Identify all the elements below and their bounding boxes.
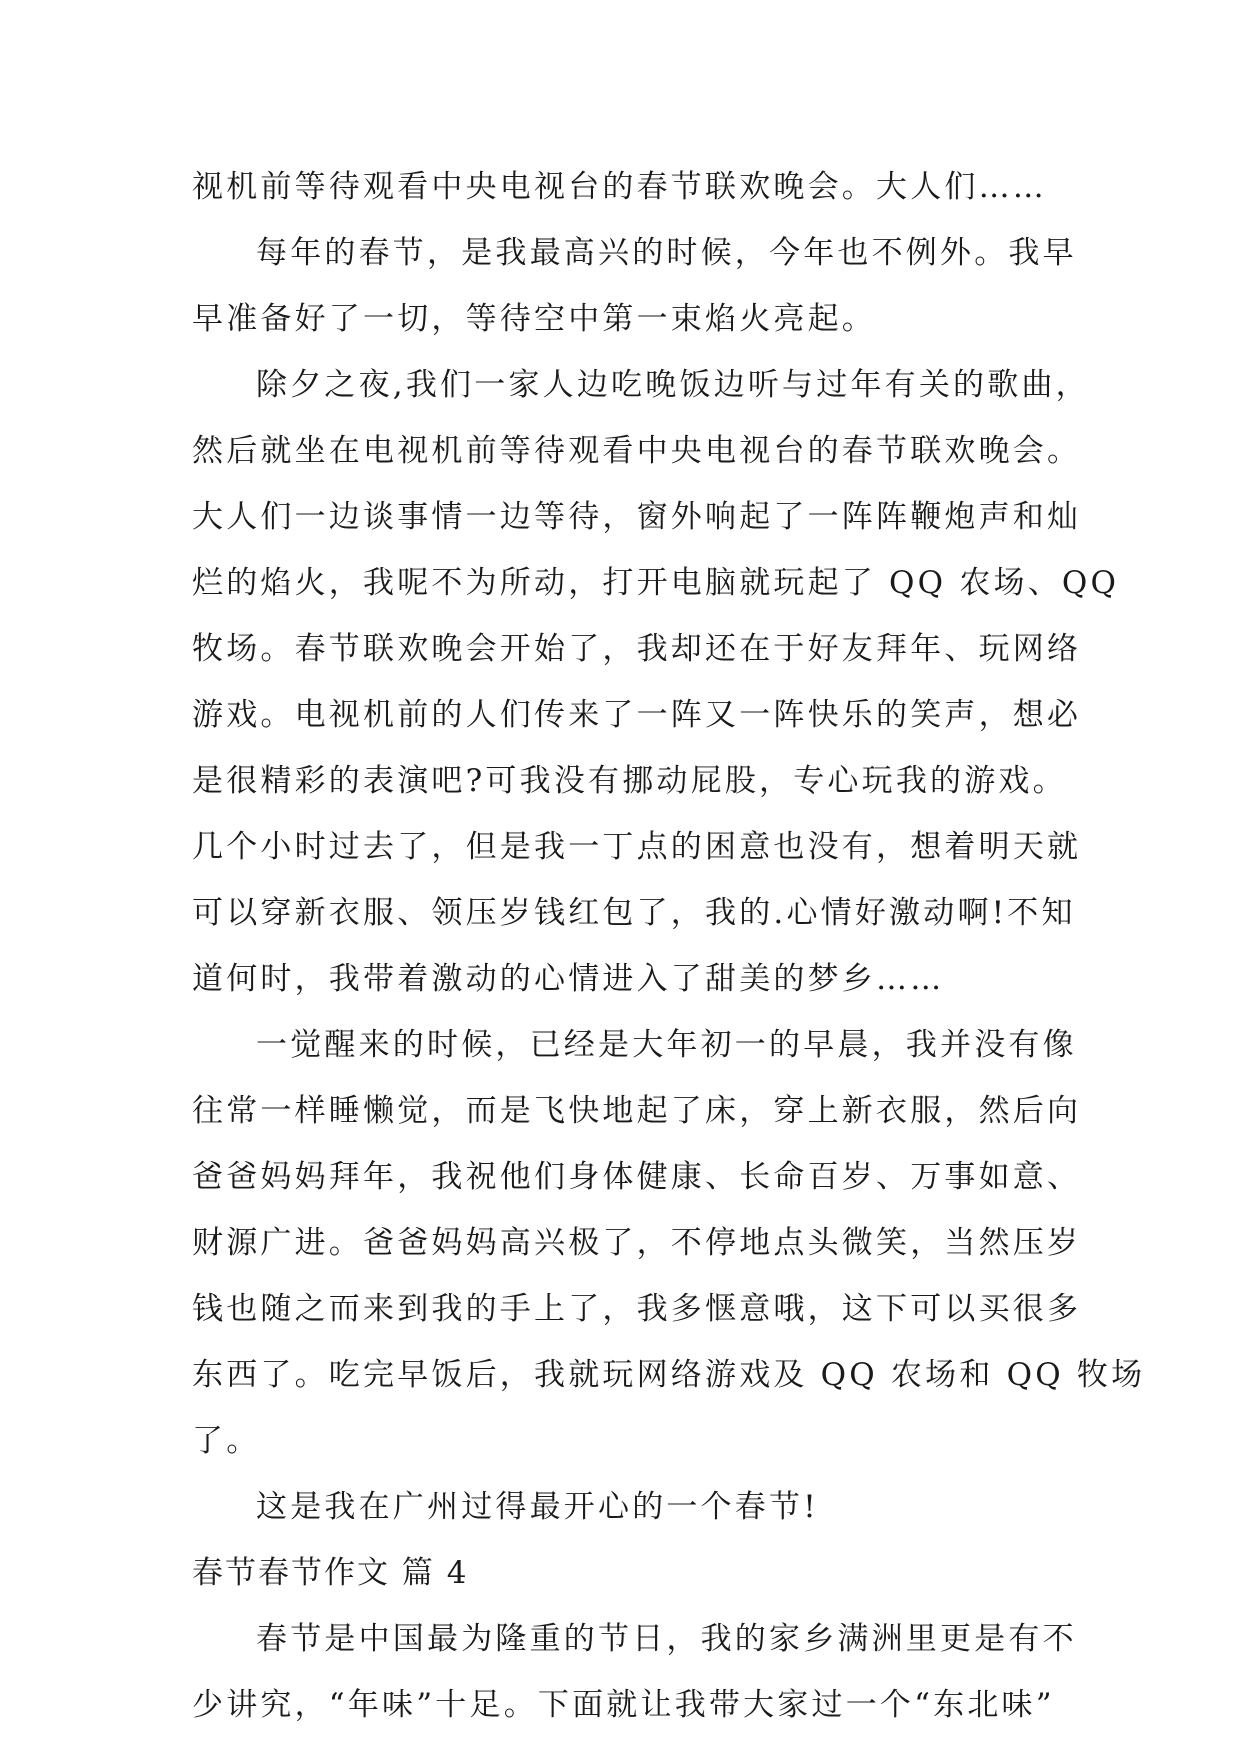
text-line: 春节是中国最为隆重的节日，我的家乡满洲里更是有不 <box>256 1621 1077 1657</box>
text-line: 可以穿新衣服、领压岁钱红包了，我的.心情好激动啊!不知 <box>192 895 1076 931</box>
text-line: 早准备好了一切，等待空中第一束焰火亮起。 <box>192 301 876 337</box>
text-line: 钱也随之而来到我的手上了，我多惬意哦，这下可以买很多 <box>192 1291 1082 1327</box>
text-line: 除夕之夜,我们一家人边吃晚饭边听与过年有关的歌曲， <box>256 367 1090 403</box>
text-line: 一觉醒来的时候，已经是大年初一的早晨，我并没有像 <box>256 1027 1077 1063</box>
document-body <box>192 154 1146 1738</box>
text-line: 这是我在广州过得最开心的一个春节! <box>256 1489 819 1525</box>
text-line: 道何时，我带着激动的心情进入了甜美的梦乡…… <box>192 961 945 997</box>
text-line: 烂的焰火，我呢不为所动，打开电脑就玩起了 QQ 农场、QQ <box>192 565 1120 601</box>
text-line: 了。 <box>192 1423 261 1459</box>
text-line: 往常一样睡懒觉，而是飞快地起了床，穿上新衣服，然后向 <box>192 1093 1082 1129</box>
text-line: 大人们一边谈事情一边等待，窗外响起了一阵阵鞭炮声和灿 <box>192 499 1082 535</box>
text-line: 几个小时过去了，但是我一丁点的困意也没有，想着明天就 <box>192 829 1082 865</box>
text-line: 然后就坐在电视机前等待观看中央电视台的春节联欢晚会。 <box>192 433 1082 469</box>
text-line: 牧场。春节联欢晚会开始了，我却还在于好友拜年、玩网络 <box>192 631 1082 667</box>
text-line: 少讲究，“年味”十足。下面就让我带大家过一个“东北味” <box>192 1687 1055 1723</box>
section-heading: 春节春节作文 篇 4 <box>192 1555 469 1591</box>
text-line: 东西了。吃完早饭后，我就玩网络游戏及 QQ 农场和 QQ 牧场 <box>192 1357 1146 1393</box>
text-line: 财源广进。爸爸妈妈高兴极了，不停地点头微笑，当然压岁 <box>192 1225 1082 1261</box>
text-line: 游戏。电视机前的人们传来了一阵又一阵快乐的笑声，想必 <box>192 697 1082 733</box>
text-line: 视机前等待观看中央电视台的春节联欢晚会。大人们…… <box>192 169 1047 205</box>
text-line: 每年的春节，是我最高兴的时候，今年也不例外。我早 <box>256 235 1077 271</box>
text-line: 爸爸妈妈拜年，我祝他们身体健康、长命百岁、万事如意、 <box>192 1159 1082 1195</box>
text-line: 是很精彩的表演吧?可我没有挪动屁股，专心玩我的游戏。 <box>192 763 1067 799</box>
